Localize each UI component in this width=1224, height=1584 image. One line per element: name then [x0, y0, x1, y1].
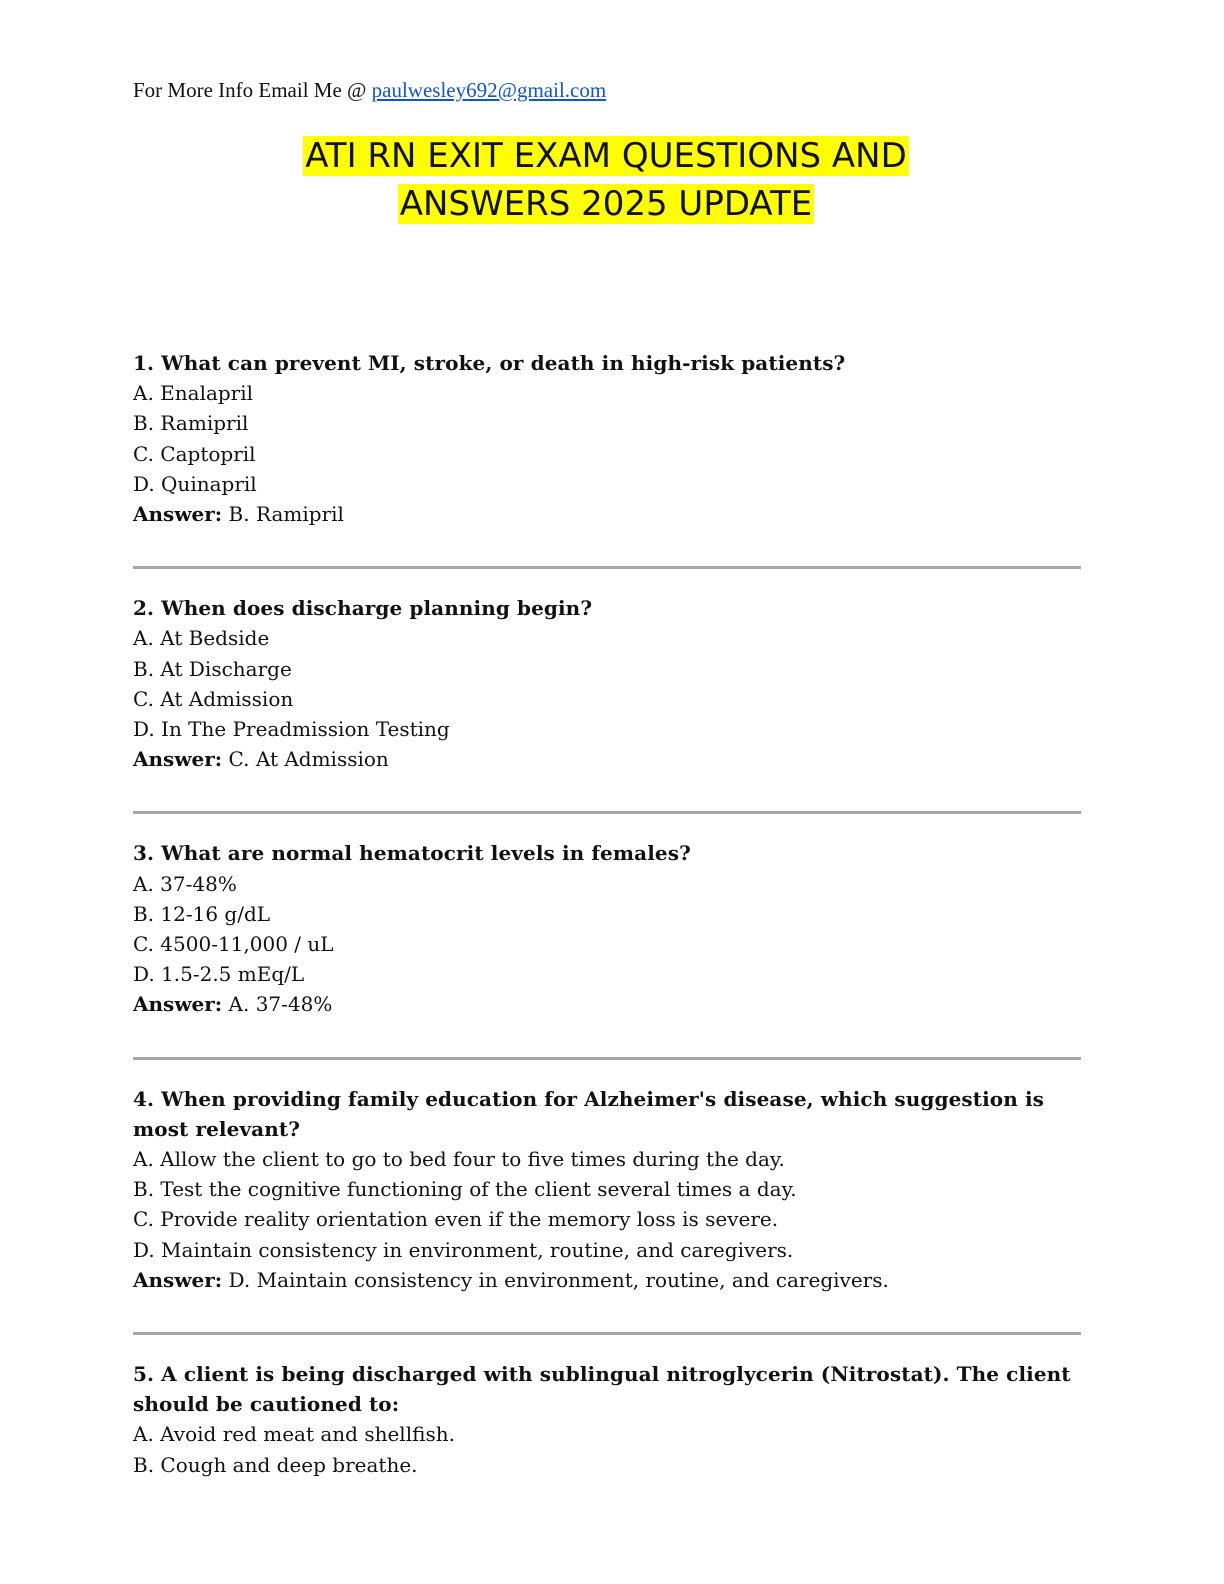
divider	[133, 566, 1081, 569]
option-c: C. 4500-11,000 / uL	[133, 932, 334, 957]
answer-label: Answer:	[133, 1267, 223, 1292]
title-line-2: ANSWERS 2025 UPDATE	[399, 184, 813, 224]
divider	[133, 811, 1081, 814]
option-b: B. Ramipril	[133, 411, 249, 436]
question-text: 2. When does discharge planning begin?	[133, 596, 593, 621]
question-block-3	[133, 838, 1083, 1019]
option-b: B. At Discharge	[133, 656, 292, 681]
question-text: 3. What are normal hematocrit levels in females?	[133, 841, 691, 866]
answer-line	[133, 989, 1083, 1019]
option-b: B. 12-16 g/dL	[133, 901, 271, 926]
option-a: A. Enalapril	[133, 381, 254, 406]
option-b: B. Test the cognitive functioning of the client several times a day.	[133, 1177, 797, 1202]
option-d: D. Maintain consistency in environment, routine, and caregivers.	[133, 1237, 794, 1262]
title-line-1: ATI RN EXIT EXAM QUESTIONS AND	[305, 136, 907, 176]
email-link[interactable]: paulwesley692@gmail.com	[371, 78, 607, 102]
question-block-2	[133, 593, 1083, 774]
question-text: 5. A client is being discharged with sublingual nitroglycerin (Nitrostat). The client should be cautioned to:	[133, 1362, 1071, 1417]
answer-value: A. 37-48%	[228, 992, 333, 1017]
question-text: 1. What can prevent MI, stroke, or death in high-risk patients?	[133, 351, 846, 375]
option-d: D. Quinapril	[133, 471, 257, 496]
option-c: C. Provide reality orientation even if the memory loss is severe.	[133, 1207, 779, 1232]
option-a: A. Allow the client to go to bed four to five times during the day.	[133, 1147, 785, 1172]
option-d: D. 1.5-2.5 mEq/L	[133, 962, 305, 987]
question-list	[133, 348, 1083, 1480]
contact-prefix: For More Info Email Me @	[133, 78, 367, 102]
answer-value: B. Ramipril	[228, 502, 344, 527]
question-block-5	[133, 1359, 1083, 1480]
divider	[133, 1332, 1081, 1335]
answer-line	[133, 744, 1083, 774]
option-c: C. Captopril	[133, 441, 256, 466]
question-block-4	[133, 1084, 1083, 1295]
answer-label: Answer:	[133, 747, 223, 772]
divider	[133, 1057, 1081, 1060]
option-b: B. Cough and deep breathe.	[133, 1452, 418, 1477]
option-d: D. In The Preadmission Testing	[133, 717, 450, 742]
option-a: A. At Bedside	[133, 626, 270, 651]
answer-value: C. At Admission	[228, 747, 389, 772]
question-text: 4. When providing family education for Alzheimer's disease, which suggestion is most relevant?	[133, 1086, 1045, 1141]
document-title	[0, 132, 1212, 228]
answer-label: Answer:	[133, 992, 223, 1017]
option-c: C. At Admission	[133, 686, 294, 711]
contact-line	[133, 77, 606, 103]
question-block-1	[133, 348, 1083, 529]
answer-label: Answer:	[133, 502, 223, 527]
option-a: A. Avoid red meat and shellfish.	[133, 1422, 455, 1447]
option-a: A. 37-48%	[133, 871, 237, 896]
answer-line	[133, 499, 1083, 529]
answer-value: D. Maintain consistency in environment, routine, and caregivers.	[228, 1267, 889, 1292]
answer-line	[133, 1265, 1083, 1295]
